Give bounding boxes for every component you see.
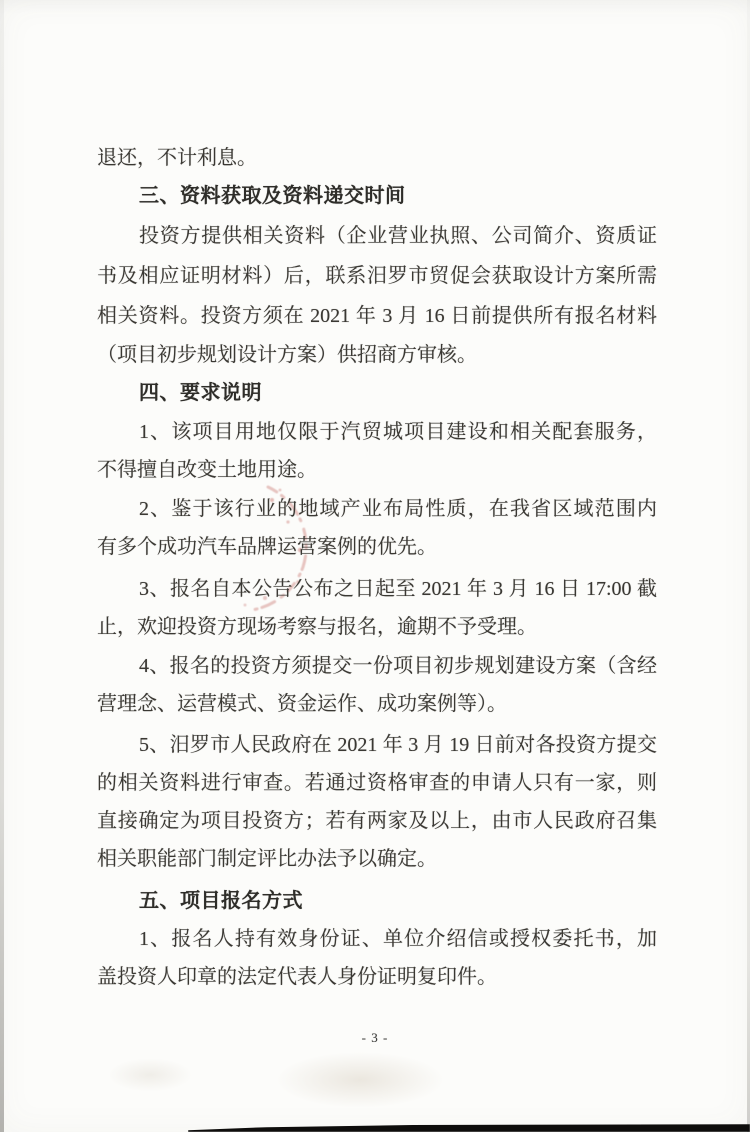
text-line: 止，欢迎投资方现场考察与报名，逾期不予受理。 (97, 616, 537, 638)
section-heading: 五、项目报名方式 (139, 890, 303, 912)
scan-edge-left (0, 0, 4, 1132)
text-line: 盖投资人印章的法定代表人身份证明复印件。 (97, 966, 497, 988)
text-line: 5、汨罗市人民政府在 2021 年 3 月 19 日前对各投资方提交 (139, 734, 657, 756)
text-line: 2、鉴于该行业的地域产业布局性质，在我省区域范围内 (139, 498, 657, 520)
text-line: 有多个成功汽车品牌运营案例的优先。 (97, 536, 437, 558)
text-line: （项目初步规划设计方案）供招商方审核。 (97, 344, 477, 366)
text-line: 4、报名的投资方须提交一份项目初步规划建设方案（含经 (139, 655, 657, 677)
section-heading: 三、资料获取及资料递交时间 (139, 185, 406, 207)
text-line: 的相关资料进行审查。若通过资格审查的申请人只有一家，则 (97, 772, 657, 794)
text-line: 相关资料。投资方须在 2021 年 3 月 16 日前提供所有报名材料 (97, 305, 657, 327)
text-line: 投资方提供相关资料（企业营业执照、公司简介、资质证 (139, 225, 657, 247)
scan-edge-bottom (188, 1122, 750, 1132)
text-line: 相关职能部门制定评比办法予以确定。 (97, 848, 437, 870)
page-number: - 3 - (361, 1030, 389, 1045)
section-heading: 四、要求说明 (139, 382, 262, 404)
text-line: 3、报名自本公告公布之日起至 2021 年 3 月 16 日 17:00 截 (139, 578, 657, 600)
text-line: 退还，不计利息。 (97, 147, 257, 169)
text-line: 书及相应证明材料）后，联系汨罗市贸促会获取设计方案所需 (97, 265, 657, 287)
text-line: 营理念、运营模式、资金运作、成功案例等）。 (97, 693, 507, 715)
text-line: 直接确定为项目投资方；若有两家及以上，由市人民政府召集 (97, 810, 657, 832)
text-line: 1、报名人持有效身份证、单位介绍信或授权委托书，加 (139, 928, 657, 950)
text-line: 不得擅自改变土地用途。 (97, 459, 317, 481)
text-line: 1、该项目用地仅限于汽贸城项目建设和相关配套服务， (139, 421, 657, 443)
